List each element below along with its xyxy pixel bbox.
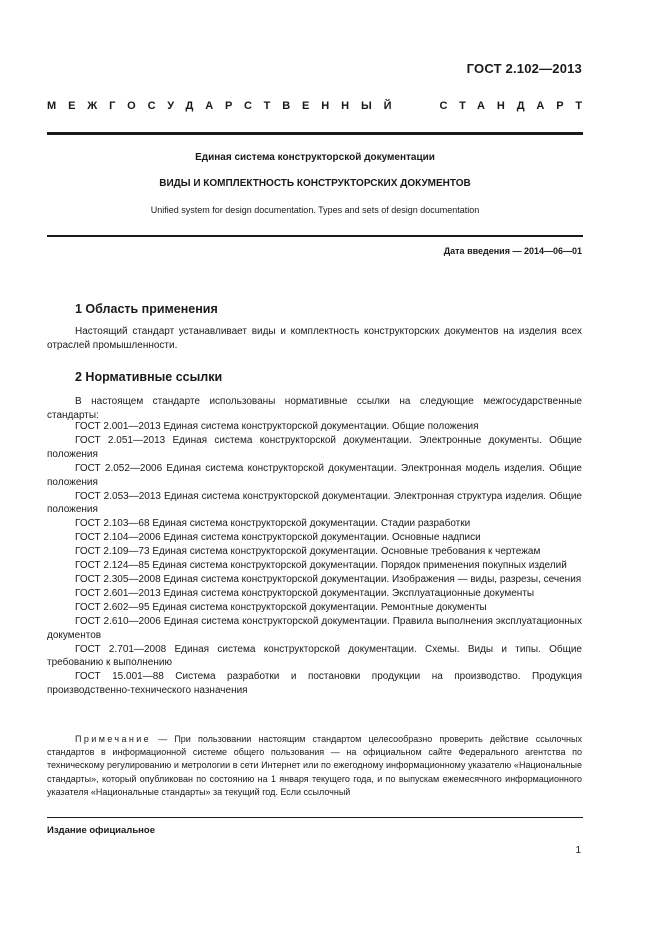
note-paragraph [47, 733, 582, 799]
section-2-intro: В настоящем стандарте использованы нормативные ссылки на следующие межгосударственные стандарты: [47, 396, 582, 421]
system-name: Единая система конструкторской документации [195, 152, 435, 163]
reference-item: ГОСТ 2.103—68 Единая система конструкторской документации. Стадии разработки [75, 518, 471, 530]
reference-item: ГОСТ 2.052—2006 Единая система конструкторской документации. Электронная модель изделия. Общие положения [47, 462, 582, 488]
banner-word-standard: СТАНДАРТ [439, 100, 594, 112]
reference-item: ГОСТ 2.109—73 Единая система конструкторской документации. Основные требования к чертежам [75, 546, 541, 558]
page-number: 1 [575, 845, 581, 856]
reference-item: ГОСТ 2.051—2013 Единая система конструкторской документации. Электронные документы. Общие положения [47, 434, 582, 460]
document-code: ГОСТ 2.102—2013 [466, 61, 582, 76]
reference-item: ГОСТ 2.124—85 Единая система конструкторской документации. Порядок применения покупных изделий [75, 560, 567, 572]
section-1-heading: 1 Область применения [75, 302, 218, 316]
reference-item: ГОСТ 2.610—2006 Единая система конструкторской документации. Правила выполнения эксплуатационных документов [47, 615, 582, 641]
reference-list [47, 420, 582, 698]
section-2-heading: 2 Нормативные ссылки [75, 370, 223, 384]
english-title: Unified system for design documentation. Types and sets of design documentation [150, 205, 480, 215]
reference-item: ГОСТ 2.305—2008 Единая система конструкторской документации. Изображения — виды, разрезы, сечения [75, 573, 582, 585]
document-title: ВИДЫ И КОМПЛЕКТНОСТЬ КОНСТРУКТОРСКИХ ДОКУМЕНТОВ [159, 178, 471, 189]
title-bottom-rule [47, 235, 583, 237]
top-rule [47, 132, 583, 135]
introduction-date: Дата введения — 2014—06—01 [443, 246, 582, 256]
official-edition-label: Издание официальное [47, 825, 155, 836]
reference-item: ГОСТ 2.001—2013 Единая система конструкторской документации. Общие положения [75, 421, 479, 432]
banner-word-interstate: МЕЖГОСУДАРСТВЕННЫЙ [47, 100, 404, 112]
reference-item: ГОСТ 2.602—95 Единая система конструкторской документации. Ремонтные документы [75, 601, 487, 613]
section-1-text: Настоящий стандарт устанавливает виды и комплектность конструкторских документов на изделия всех отраслей промышленности. [47, 326, 582, 351]
note-label: Примечание [75, 734, 152, 744]
note-text: — При пользовании настоящим стандартом целесообразно проверить действие ссылочных стандартов в информационной системе общего пользования — на официальном сайте Федерального агентства по техническому регулированию и метрологии в сети Интернет или по ежегодному информационному указателю «Национальные стандарты», который опубликован по состоянию на 1 января текущего года, и по выпускам ежемесячного информационного указателя «Национальные стандарты» за текущий год. Если ссылочный [47, 734, 582, 797]
reference-item: ГОСТ 2.601—2013 Единая система конструкторской документации. Эксплуатационные документы [75, 587, 535, 599]
reference-item: ГОСТ 15.001—88 Система разработки и постановки продукции на производство. Продукция производственно-технического назначения [47, 671, 582, 697]
reference-item: ГОСТ 2.104—2006 Единая система конструкторской документации. Основные надписи [75, 532, 481, 544]
reference-item: ГОСТ 2.053—2013 Единая система конструкторской документации. Электронная структура изделия. Общие положения [47, 490, 582, 516]
footer-rule [47, 817, 583, 818]
reference-item: ГОСТ 2.701—2008 Единая система конструкторской документации. Схемы. Виды и типы. Общие требованию к выполнению [47, 643, 582, 669]
